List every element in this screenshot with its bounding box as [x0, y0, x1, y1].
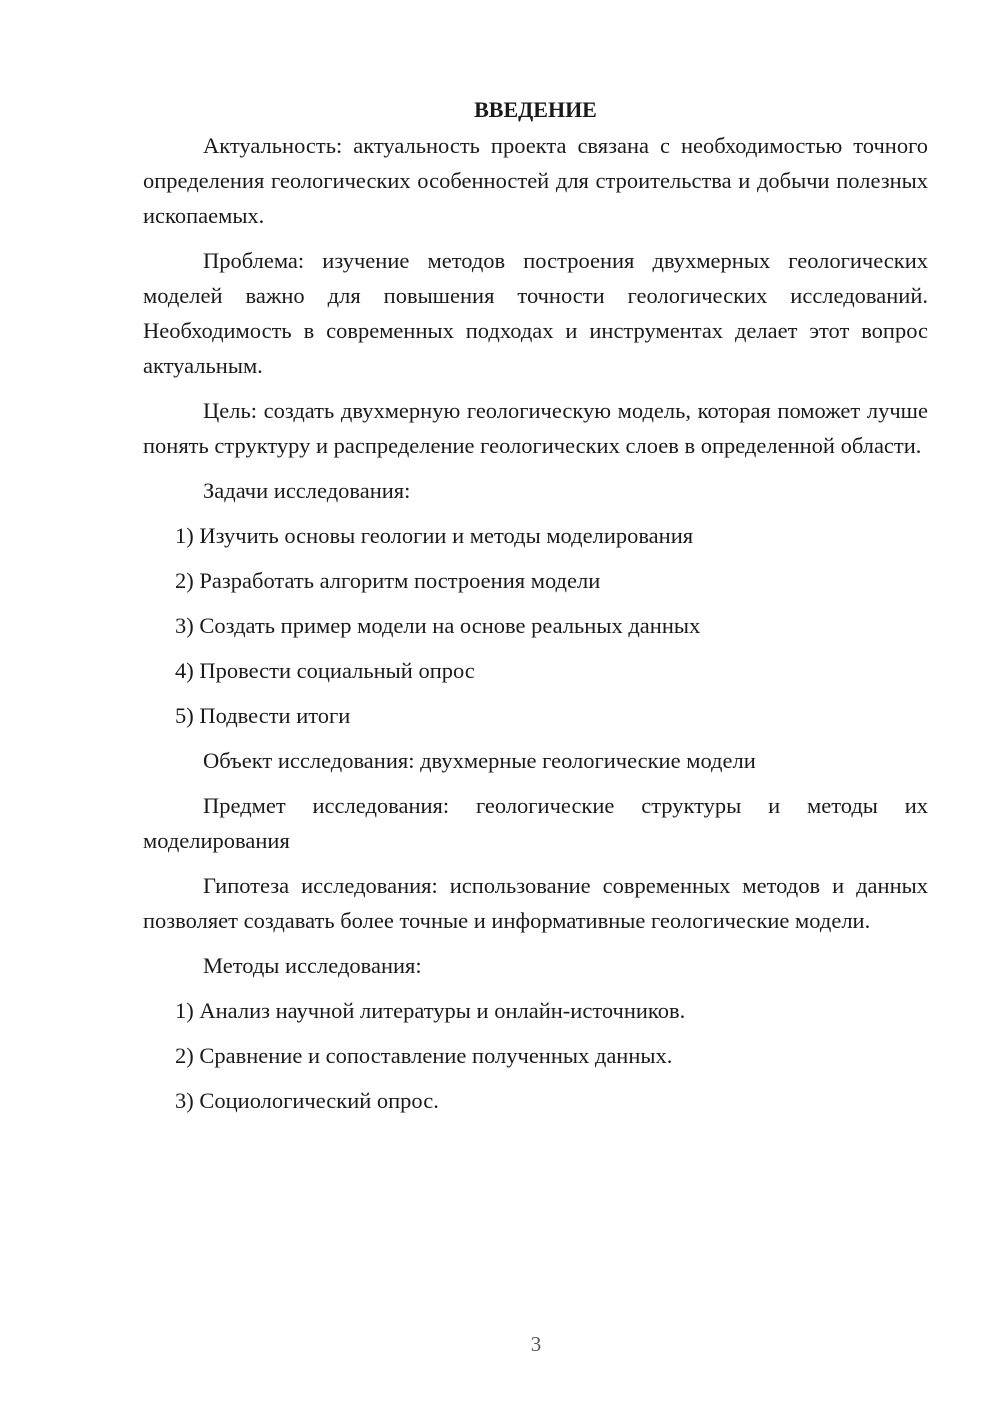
tasks-heading: Задачи исследования:: [203, 478, 411, 503]
problem-paragraph: Проблема: изучение методов построения двухмерных геологических моделей важно для повышения точности геологических исследований. Необходимость в современных подходах и инструментах делает этот вопрос актуальным.: [143, 248, 928, 378]
list-item: 3) Создать пример модели на основе реальных данных: [175, 613, 701, 638]
list-item: 1) Изучить основы геологии и методы моделирования: [175, 523, 694, 548]
list-item: 4) Провести социальный опрос: [175, 658, 475, 683]
goal-paragraph: Цель: создать двухмерную геологическую модель, которая поможет лучше понять структуру и распределение геологических слоев в определенной области.: [143, 398, 928, 458]
page-title: ВВЕДЕНИЕ: [474, 97, 597, 122]
methods-heading: Методы исследования:: [203, 953, 422, 978]
list-item: 2) Сравнение и сопоставление полученных данных.: [175, 1043, 673, 1068]
tasks-list: [143, 518, 928, 733]
relevance-paragraph: Актуальность: актуальность проекта связана с необходимостью точного определения геологических особенностей для строительства и добычи полезных ископаемых.: [143, 133, 928, 228]
hypothesis-paragraph: Гипотеза исследования: использование современных методов и данных позволяет создавать более точные и информативные геологические модели.: [143, 873, 928, 933]
page-number: 3: [530, 1332, 542, 1356]
methods-list: [143, 993, 928, 1118]
document-body: [143, 92, 928, 1128]
list-item: 5) Подвести итоги: [175, 703, 351, 728]
subject-paragraph: Предмет исследования: геологические структуры и методы их моделирования: [143, 793, 928, 853]
list-item: 1) Анализ научной литературы и онлайн-источников.: [175, 998, 686, 1023]
list-item: 3) Социологический опрос.: [175, 1088, 439, 1113]
object-paragraph: Объект исследования: двухмерные геологические модели: [203, 748, 756, 773]
list-item: 2) Разработать алгоритм построения модели: [175, 568, 601, 593]
